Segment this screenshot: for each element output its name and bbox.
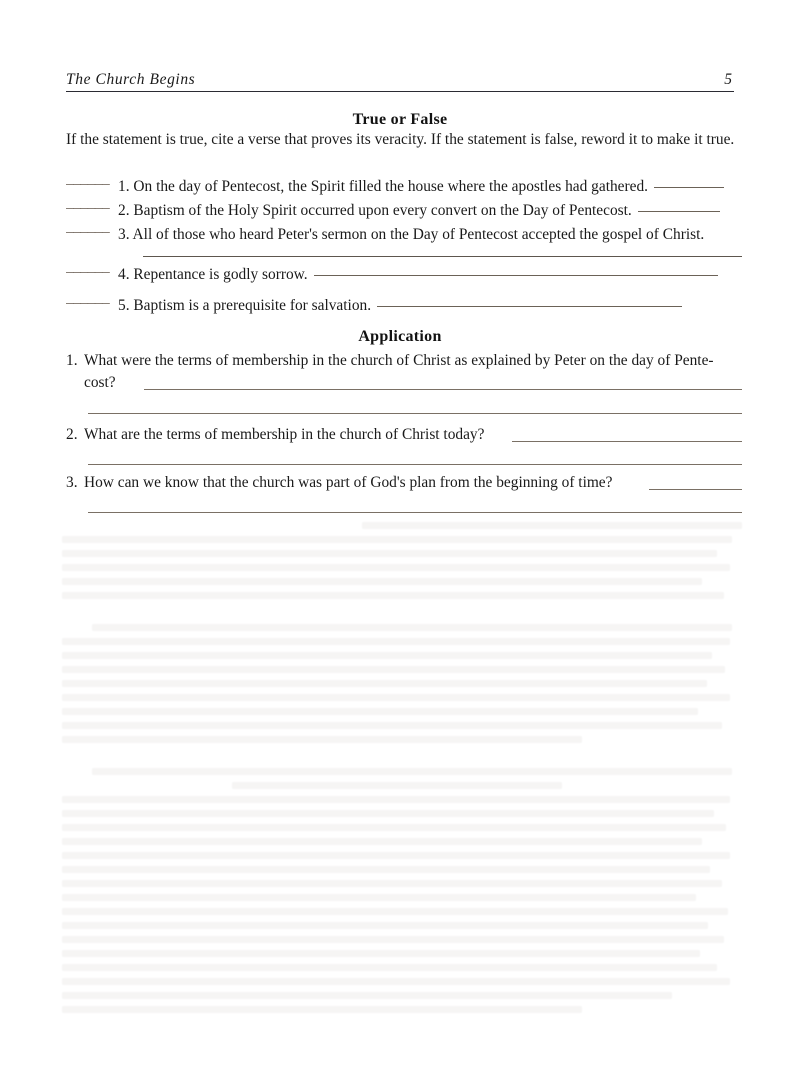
- answer-line[interactable]: [649, 489, 742, 490]
- application-item-1-continuation: [84, 372, 116, 394]
- answer-line[interactable]: [144, 389, 742, 390]
- item-number: 5.: [118, 297, 130, 314]
- true-false-item-5: [66, 286, 742, 314]
- running-head: [66, 68, 734, 92]
- application-heading: Application: [358, 328, 442, 345]
- answer-line[interactable]: [88, 413, 742, 414]
- answer-blank-mark[interactable]: ______: [66, 170, 110, 187]
- true-false-item-1: [66, 167, 742, 195]
- item-text-continued: cost?: [84, 374, 116, 391]
- application-item-3: [66, 472, 742, 494]
- answer-line[interactable]: [88, 512, 742, 513]
- true-false-item-2: [66, 191, 742, 219]
- answer-blank-mark[interactable]: ______: [66, 289, 110, 306]
- item-text: How can we know that the church was part of God's plan from the beginning of time?: [84, 474, 613, 491]
- page-bleed-through: [62, 520, 742, 1030]
- answer-line[interactable]: [638, 211, 720, 212]
- true-false-heading: True or False: [352, 111, 448, 128]
- true-false-item-4: [66, 255, 742, 283]
- item-text: Repentance is godly sorrow.: [133, 266, 308, 283]
- page-number: 5: [724, 71, 732, 88]
- answer-line[interactable]: [377, 306, 682, 307]
- item-number: 2.: [118, 202, 130, 219]
- true-false-item-3: [66, 215, 742, 243]
- answer-blank-mark[interactable]: ______: [66, 258, 110, 275]
- item-number: 1.: [66, 352, 78, 369]
- answer-line[interactable]: [654, 187, 724, 188]
- application-item-2: [66, 424, 742, 446]
- item-text: What were the terms of membership in the church of Christ as explained by Peter on the day of Pente-: [84, 352, 714, 369]
- item-text: All of those who heard Peter's sermon on the Day of Pentecost accepted the gospel of Christ.: [132, 226, 705, 243]
- item-number: 3.: [118, 226, 130, 243]
- item-number: 2.: [66, 426, 78, 443]
- item-number: 3.: [66, 474, 78, 491]
- answer-blank-mark[interactable]: ______: [66, 218, 110, 235]
- item-text: On the day of Pentecost, the Spirit filled the house where the apostles had gathered.: [133, 178, 648, 195]
- item-number: 1.: [118, 178, 130, 195]
- answer-line[interactable]: [512, 441, 742, 442]
- running-head-title: The Church Begins: [66, 71, 196, 88]
- item-text: Baptism is a prerequisite for salvation.: [133, 297, 372, 314]
- item-number: 4.: [118, 266, 130, 283]
- item-text: Baptism of the Holy Spirit occurred upon every convert on the Day of Pentecost.: [133, 202, 632, 219]
- answer-line[interactable]: [88, 464, 742, 465]
- answer-line[interactable]: [314, 275, 718, 276]
- true-false-instruction: If the statement is true, cite a verse that proves its veracity. If the statement is false, reword it to make it true.: [66, 131, 735, 148]
- item-text: What are the terms of membership in the church of Christ today?: [84, 426, 485, 443]
- application-item-1: [66, 350, 742, 372]
- answer-blank-mark[interactable]: ______: [66, 194, 110, 211]
- running-head-rule: [66, 91, 734, 92]
